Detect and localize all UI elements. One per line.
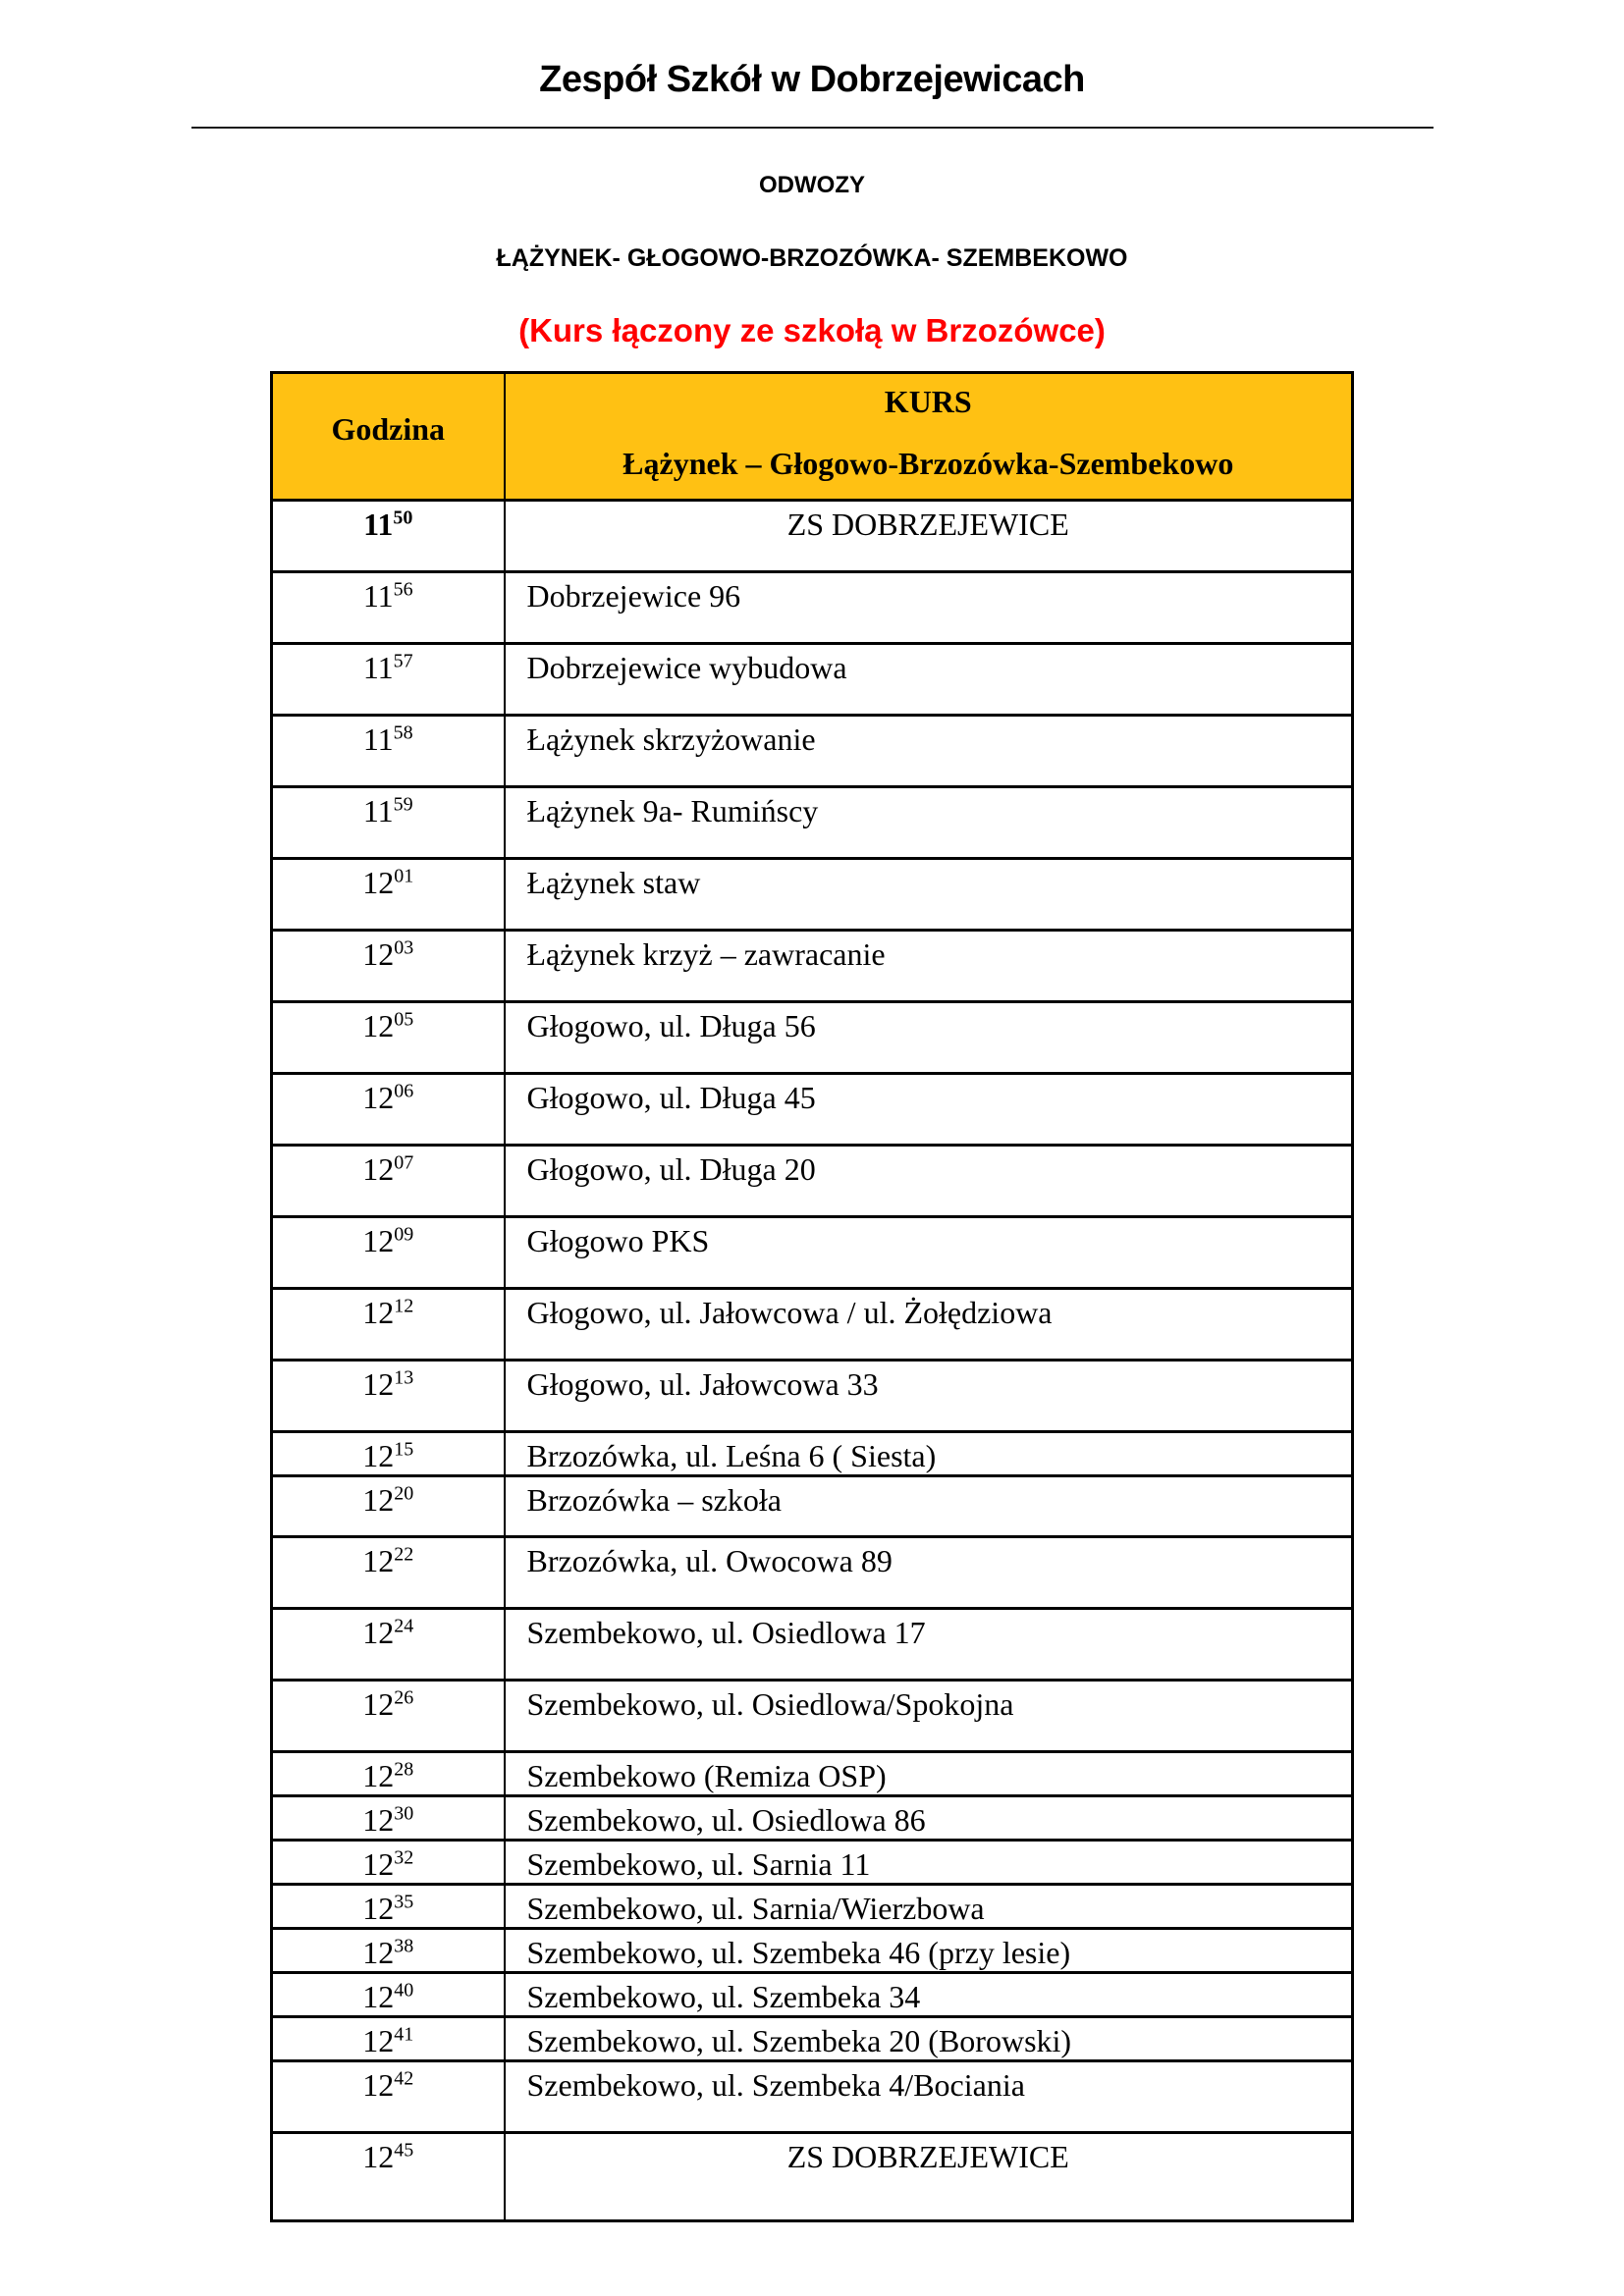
table-row <box>272 2133 1353 2221</box>
table-row <box>272 859 1353 931</box>
stop-label: Szembekowo, ul. Szembeka 4/Bociania <box>526 2067 1025 2103</box>
time-value: 12 <box>362 1366 395 1402</box>
time-sup: 42 <box>394 2067 414 2090</box>
time-sup: 41 <box>394 2023 414 2046</box>
stop-label: Dobrzejewice 96 <box>526 578 741 614</box>
time-value: 12 <box>362 1686 395 1722</box>
header-course-route: Łążynek – Głogowo-Brzozówka-Szembekowo <box>623 446 1234 481</box>
stop-label: ZS DOBRZEJEWICE <box>786 2139 1069 2174</box>
time-value: 12 <box>362 1482 395 1518</box>
time-value: 12 <box>362 1223 395 1258</box>
stop-label: Głogowo, ul. Jałowcowa 33 <box>526 1366 879 1402</box>
time-value: 12 <box>362 1543 395 1578</box>
stop-cell <box>505 1929 1353 1973</box>
stop-cell <box>505 2061 1353 2133</box>
table-row <box>272 1146 1353 1217</box>
time-cell <box>272 1885 505 1929</box>
time-cell <box>272 1796 505 1841</box>
stop-label: Głogowo, ul. Długa 45 <box>526 1080 816 1115</box>
schedule-header-row <box>272 373 1353 501</box>
time-cell <box>272 1929 505 1973</box>
stop-cell <box>505 2133 1353 2221</box>
time-cell <box>272 1681 505 1752</box>
table-row <box>272 501 1353 572</box>
time-cell <box>272 1289 505 1361</box>
table-row <box>272 1752 1353 1796</box>
stop-label: Szembekowo, ul. Sarnia/Wierzbowa <box>526 1891 985 1926</box>
time-sup: 57 <box>393 650 413 672</box>
time-cell <box>272 2061 505 2133</box>
time-cell <box>272 644 505 716</box>
schedule-table <box>270 371 1354 2222</box>
stop-label: Łążynek 9a- Rumińscy <box>526 793 819 828</box>
time-sup: 56 <box>393 578 413 601</box>
time-sup: 24 <box>394 1615 414 1637</box>
time-sup: 12 <box>394 1295 414 1317</box>
time-sup: 30 <box>394 1802 414 1825</box>
time-sup: 13 <box>394 1366 414 1389</box>
time-value: 12 <box>362 1802 395 1838</box>
table-row <box>272 1217 1353 1289</box>
time-value: 11 <box>362 721 394 757</box>
table-row <box>272 2017 1353 2061</box>
time-cell <box>272 572 505 644</box>
stop-cell <box>505 1537 1353 1609</box>
time-cell <box>272 501 505 572</box>
stop-cell <box>505 1973 1353 2017</box>
time-cell <box>272 1476 505 1537</box>
stop-label: Łążynek staw <box>526 865 701 900</box>
stop-cell <box>505 1476 1353 1537</box>
stop-label: Brzozówka – szkoła <box>526 1482 782 1518</box>
table-row <box>272 1929 1353 1973</box>
time-sup: 15 <box>394 1438 414 1461</box>
stop-cell <box>505 644 1353 716</box>
time-cell <box>272 1841 505 1885</box>
table-row <box>272 1681 1353 1752</box>
table-row <box>272 1841 1353 1885</box>
subtitle-route: ŁĄŻYNEK- GŁOGOWO-BRZOZÓWKA- SZEMBEKOWO <box>496 244 1128 272</box>
stop-label: ZS DOBRZEJEWICE <box>786 507 1069 542</box>
table-row <box>272 1796 1353 1841</box>
time-cell <box>272 1074 505 1146</box>
time-value: 12 <box>362 1615 395 1650</box>
time-cell <box>272 787 505 859</box>
time-value: 12 <box>362 1979 395 2014</box>
time-sup: 22 <box>394 1543 414 1566</box>
time-value: 12 <box>362 1008 395 1043</box>
time-cell <box>272 1217 505 1289</box>
stop-cell <box>505 1885 1353 1929</box>
time-sup: 09 <box>394 1223 414 1246</box>
time-value: 12 <box>362 1758 395 1793</box>
time-sup: 50 <box>393 507 413 529</box>
time-value: 12 <box>362 936 395 972</box>
stop-label: Szembekowo, ul. Osiedlowa 86 <box>526 1802 926 1838</box>
subtitle-odwozy: ODWOZY <box>759 172 865 198</box>
stop-cell <box>505 1074 1353 1146</box>
schedule-table-body <box>272 501 1353 2221</box>
stop-cell <box>505 1681 1353 1752</box>
stop-cell <box>505 1609 1353 1681</box>
stop-cell <box>505 1841 1353 1885</box>
time-value: 12 <box>362 1846 395 1882</box>
stop-label: Szembekowo, ul. Szembeka 46 (przy lesie) <box>526 1935 1071 1970</box>
stop-label: Głogowo, ul. Długa 20 <box>526 1151 816 1187</box>
stop-label: Głogowo, ul. Jałowcowa / ul. Żołędziowa <box>526 1295 1053 1330</box>
time-cell <box>272 2017 505 2061</box>
stop-cell <box>505 1752 1353 1796</box>
time-value: 11 <box>362 793 394 828</box>
stop-label: Brzozówka, ul. Leśna 6 ( Siesta) <box>526 1438 937 1473</box>
title-divider <box>191 127 1434 129</box>
time-cell <box>272 2133 505 2221</box>
header-course-title: KURS <box>884 384 972 419</box>
stop-cell <box>505 859 1353 931</box>
time-sup: 28 <box>394 1758 414 1781</box>
time-sup: 35 <box>394 1891 414 1913</box>
stop-cell <box>505 2017 1353 2061</box>
time-cell <box>272 859 505 931</box>
time-cell <box>272 1537 505 1609</box>
stop-label: Szembekowo (Remiza OSP) <box>526 1758 887 1793</box>
stop-label: Głogowo, ul. Długa 56 <box>526 1008 816 1043</box>
stop-cell <box>505 1002 1353 1074</box>
time-cell <box>272 1752 505 1796</box>
time-sup: 03 <box>394 936 414 959</box>
time-cell <box>272 1609 505 1681</box>
time-sup: 38 <box>394 1935 414 1957</box>
time-value: 12 <box>362 1891 395 1926</box>
stop-label: Szembekowo, ul. Osiedlowa 17 <box>526 1615 926 1650</box>
time-cell <box>272 1146 505 1217</box>
table-row <box>272 1476 1353 1537</box>
time-sup: 01 <box>394 865 414 887</box>
stop-cell <box>505 1432 1353 1476</box>
table-row <box>272 1432 1353 1476</box>
time-sup: 05 <box>394 1008 414 1031</box>
time-sup: 40 <box>394 1979 414 2002</box>
table-row <box>272 1973 1353 2017</box>
time-value: 12 <box>362 2067 395 2103</box>
time-value: 12 <box>362 2023 395 2058</box>
time-sup: 59 <box>393 793 413 816</box>
time-sup: 07 <box>394 1151 414 1174</box>
table-row <box>272 1074 1353 1146</box>
header-time-column: Godzina <box>272 373 505 501</box>
stop-cell <box>505 1289 1353 1361</box>
table-row <box>272 572 1353 644</box>
time-cell <box>272 716 505 787</box>
time-sup: 26 <box>394 1686 414 1709</box>
table-row <box>272 931 1353 1002</box>
stop-cell <box>505 572 1353 644</box>
stop-label: Głogowo PKS <box>526 1223 710 1258</box>
table-row <box>272 1885 1353 1929</box>
subtitle-note: (Kurs łączony ze szkołą w Brzozówce) <box>518 312 1106 348</box>
time-value: 12 <box>362 1151 395 1187</box>
table-row <box>272 1361 1353 1432</box>
time-value: 12 <box>362 1080 395 1115</box>
time-sup: 32 <box>394 1846 414 1869</box>
stop-cell <box>505 1217 1353 1289</box>
page-title: Zespół Szkół w Dobrzejewicach <box>539 59 1085 100</box>
stop-cell <box>505 501 1353 572</box>
stop-label: Szembekowo, ul. Szembeka 34 <box>526 1979 921 2014</box>
stop-label: Łążynek krzyż – zawracanie <box>526 936 886 972</box>
table-row <box>272 2061 1353 2133</box>
stop-label: Dobrzejewice wybudowa <box>526 650 847 685</box>
stop-cell <box>505 1146 1353 1217</box>
time-cell <box>272 1432 505 1476</box>
time-value: 11 <box>362 650 394 685</box>
stop-label: Szembekowo, ul. Osiedlowa/Spokojna <box>526 1686 1014 1722</box>
stop-cell <box>505 1796 1353 1841</box>
time-sup: 06 <box>394 1080 414 1102</box>
table-row <box>272 1537 1353 1609</box>
stop-label: Szembekowo, ul. Sarnia 11 <box>526 1846 871 1882</box>
time-sup: 58 <box>393 721 413 744</box>
time-cell <box>272 931 505 1002</box>
time-cell <box>272 1002 505 1074</box>
time-value: 12 <box>362 865 395 900</box>
table-row <box>272 1002 1353 1074</box>
stop-cell <box>505 931 1353 1002</box>
table-row <box>272 644 1353 716</box>
time-value: 12 <box>362 2139 395 2174</box>
stop-cell <box>505 787 1353 859</box>
time-cell <box>272 1973 505 2017</box>
stop-cell <box>505 1361 1353 1432</box>
table-row <box>272 787 1353 859</box>
time-value: 11 <box>363 507 394 542</box>
time-value: 12 <box>362 1935 395 1970</box>
stop-label: Szembekowo, ul. Szembeka 20 (Borowski) <box>526 2023 1072 2058</box>
stop-label: Łążynek skrzyżowanie <box>526 721 816 757</box>
stop-cell <box>505 716 1353 787</box>
table-row <box>272 1609 1353 1681</box>
time-cell <box>272 1361 505 1432</box>
table-row <box>272 1289 1353 1361</box>
time-sup: 45 <box>394 2139 414 2162</box>
time-value: 12 <box>362 1438 395 1473</box>
table-row <box>272 716 1353 787</box>
stop-label: Brzozówka, ul. Owocowa 89 <box>526 1543 893 1578</box>
time-value: 11 <box>362 578 394 614</box>
header-course-column <box>505 373 1353 501</box>
time-value: 12 <box>362 1295 395 1330</box>
time-sup: 20 <box>394 1482 414 1505</box>
